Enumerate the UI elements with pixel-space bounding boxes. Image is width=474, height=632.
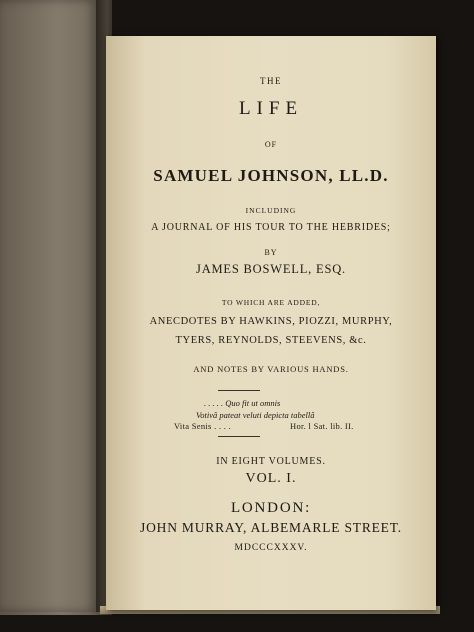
imprint-year: MDCCCXXXV. xyxy=(234,543,308,553)
added-intro: TO WHICH ARE ADDED, xyxy=(221,298,321,307)
author-line: JAMES BOSWELL, ESQ. xyxy=(196,262,346,276)
life-heading: LIFE xyxy=(238,98,304,119)
by-line: BY xyxy=(264,248,278,257)
motto-line-2: Votivâ pateat veluti depicta tabellâ xyxy=(196,410,315,420)
imprint-city: LONDON: xyxy=(230,500,312,516)
anecdotes-line-1: ANECDOTES BY HAWKINS, PIOZZI, MURPHY, xyxy=(149,316,393,327)
motto-rule-bottom xyxy=(218,436,260,437)
notes-line: AND NOTES BY VARIOUS HANDS. xyxy=(193,364,349,374)
including-line: INCLUDING xyxy=(245,206,297,215)
motto-rule-top xyxy=(218,390,260,391)
motto-line-1: . . . . . Quo fit ut omnis xyxy=(204,398,281,408)
of-line: OF xyxy=(264,140,278,149)
volumes-line: IN EIGHT VOLUMES. xyxy=(216,456,326,467)
left-endpaper xyxy=(0,0,96,612)
imprint-publisher: JOHN MURRAY, ALBEMARLE STREET. xyxy=(140,520,402,535)
motto-vita-senis: Vita Senis . . . . xyxy=(174,421,232,431)
subject-title: SAMUEL JOHNSON, LL.D. xyxy=(153,166,389,185)
journal-line: A JOURNAL OF HIS TOUR TO THE HEBRIDES; xyxy=(151,222,391,233)
volume-number: VOL. I. xyxy=(245,471,297,486)
anecdotes-line-2: TYERS, REYNOLDS, STEEVENS, &c. xyxy=(175,335,367,346)
the-line: THE xyxy=(260,76,282,86)
motto-citation: Hor. l Sat. lib. II. xyxy=(290,421,354,431)
